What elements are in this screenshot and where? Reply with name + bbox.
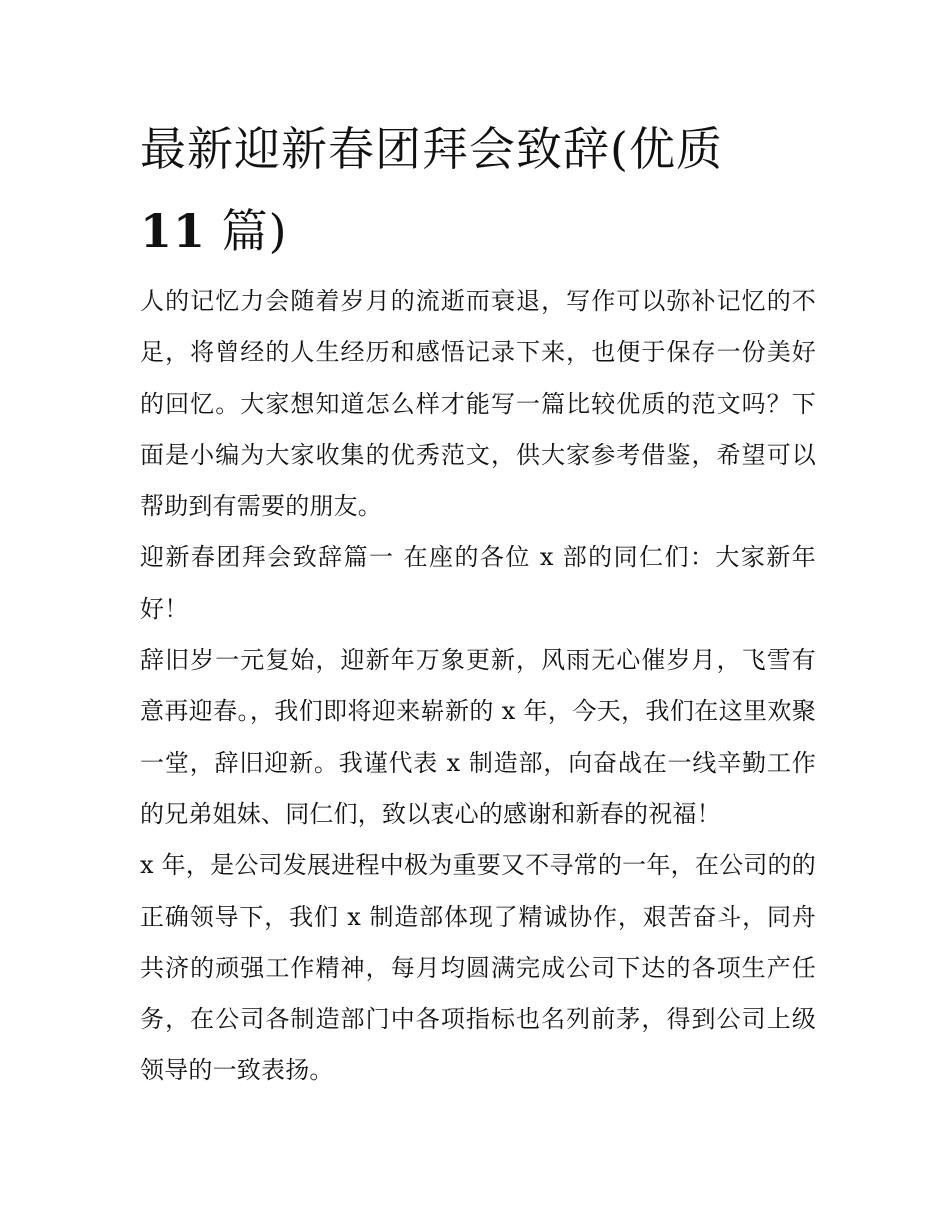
document-title: [140, 108, 820, 272]
document-body: [140, 276, 816, 1097]
title-number: 11: [140, 204, 207, 258]
paragraph-new-year: 辞旧岁一元复始，迎新年万象更新，风雨无心催岁月，飞雪有意再迎春。，我们即将迎来崭新的 x 年，今天，我们在这里欢聚一堂，辞旧迎新。我谨代表 x 制造部，向奋战在一线辛勤工作的兄弟姐妹、同仁们，致以衷心的感谢和新春的祝福！: [140, 646, 816, 828]
paragraph-greeting: 迎新春团拜会致辞篇一 在座的各位 x 部的同仁们：大家新年好！: [140, 543, 816, 623]
paragraph-intro: 人的记忆力会随着岁月的流逝而衰退，写作可以弥补记忆的不足，将曾经的人生经历和感悟记录下来，也便于保存一份美好的回忆。大家想知道怎么样才能写一篇比较优质的范文吗？下面是小编为大家收集的优秀范文，供大家参考借鉴，希望可以帮助到有需要的朋友。: [140, 287, 816, 521]
title-line-2: 篇): [206, 204, 288, 258]
paragraph-achievements: x 年，是公司发展进程中极为重要又不寻常的一年，在公司的的正确领导下，我们 x 制造部体现了精诚协作，艰苦奋斗，同舟共济的顽强工作精神，每月均圆满完成公司下达的各项生产任务，在公司各制造部门中各项指标也名列前茅，得到公司上级领导的一致表扬。: [140, 851, 816, 1085]
title-line-1: 最新迎新春团拜会致辞(优质: [140, 122, 723, 176]
